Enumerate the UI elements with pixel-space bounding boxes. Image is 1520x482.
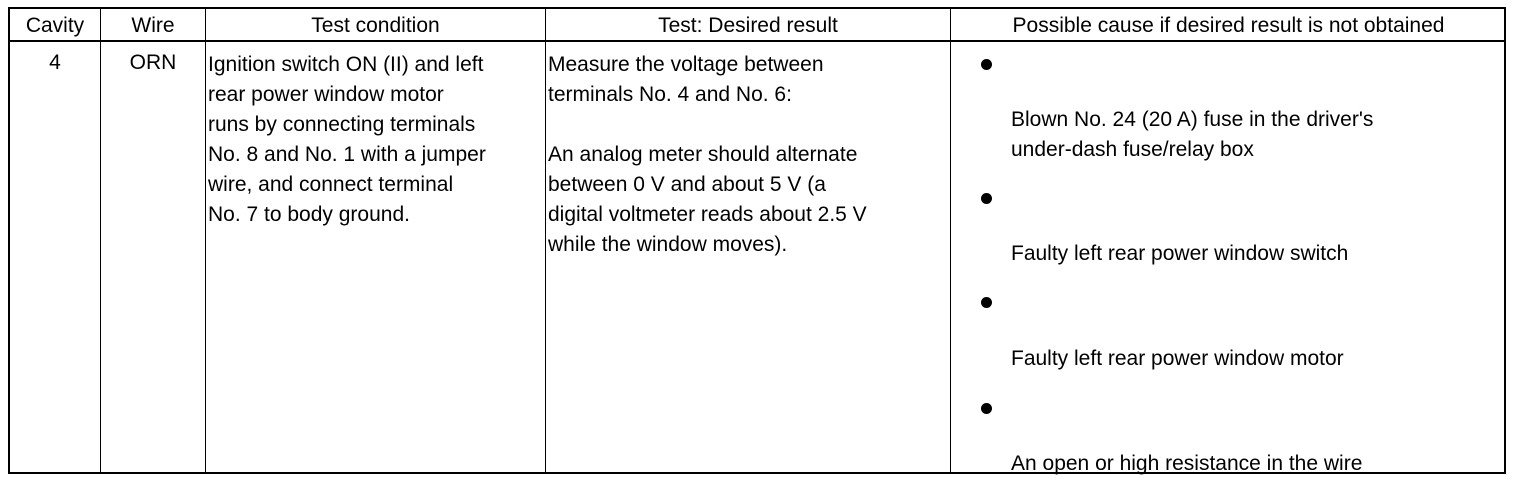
test-condition-line: No. 7 to body ground. xyxy=(208,203,410,226)
column-divider xyxy=(950,9,951,472)
test-condition-line: runs by connecting terminals xyxy=(208,113,476,136)
bullet-icon xyxy=(981,297,992,308)
test-condition-line: Ignition switch ON (II) and left xyxy=(208,53,484,76)
cell-cavity: 4 xyxy=(49,51,61,74)
bullet-icon xyxy=(981,403,992,414)
desired-result-line: Measure the voltage between xyxy=(548,53,824,76)
cell-wire: ORN xyxy=(129,51,177,74)
test-condition-line: wire, and connect terminal xyxy=(208,173,454,196)
cause-line: An open or high resistance in the wire xyxy=(1011,452,1363,475)
test-condition-line: rear power window motor xyxy=(208,83,444,106)
bullet-icon xyxy=(981,59,992,70)
test-condition-line: No. 8 and No. 1 with a jumper xyxy=(208,143,486,166)
desired-result-line: between 0 V and about 5 V (a xyxy=(548,173,826,196)
header-desired-result: Test: Desired result xyxy=(658,13,838,37)
cell-desired-result xyxy=(548,50,867,260)
desired-result-line: digital voltmeter reads about 2.5 V xyxy=(548,203,867,226)
desired-result-line: terminals No. 4 and No. 6: xyxy=(548,83,792,106)
header-cavity: Cavity xyxy=(25,13,85,37)
cause-item xyxy=(1011,344,1344,374)
cell-test-condition xyxy=(208,50,486,230)
cause-line: Faulty left rear power window switch xyxy=(1011,242,1349,265)
desired-result-line: An analog meter should alternate xyxy=(548,143,858,166)
cause-item xyxy=(1011,449,1362,479)
cause-item xyxy=(1011,239,1348,269)
cause-line: Blown No. 24 (20 A) fuse in the driver's xyxy=(1011,108,1374,131)
cause-line: Faulty left rear power window motor xyxy=(1011,347,1344,370)
column-divider xyxy=(205,9,206,472)
cause-line: under-dash fuse/relay box xyxy=(1011,138,1254,161)
header-wire: Wire xyxy=(131,13,175,37)
column-divider xyxy=(545,9,546,472)
cause-item xyxy=(1011,105,1373,165)
header-possible-cause: Possible cause if desired result is not obtained xyxy=(1012,13,1445,37)
bullet-icon xyxy=(981,193,992,204)
desired-result-line: while the window moves). xyxy=(548,233,788,256)
column-divider xyxy=(100,9,101,472)
header-test-condition: Test condition xyxy=(311,13,440,37)
wiring-test-table xyxy=(8,7,1506,474)
